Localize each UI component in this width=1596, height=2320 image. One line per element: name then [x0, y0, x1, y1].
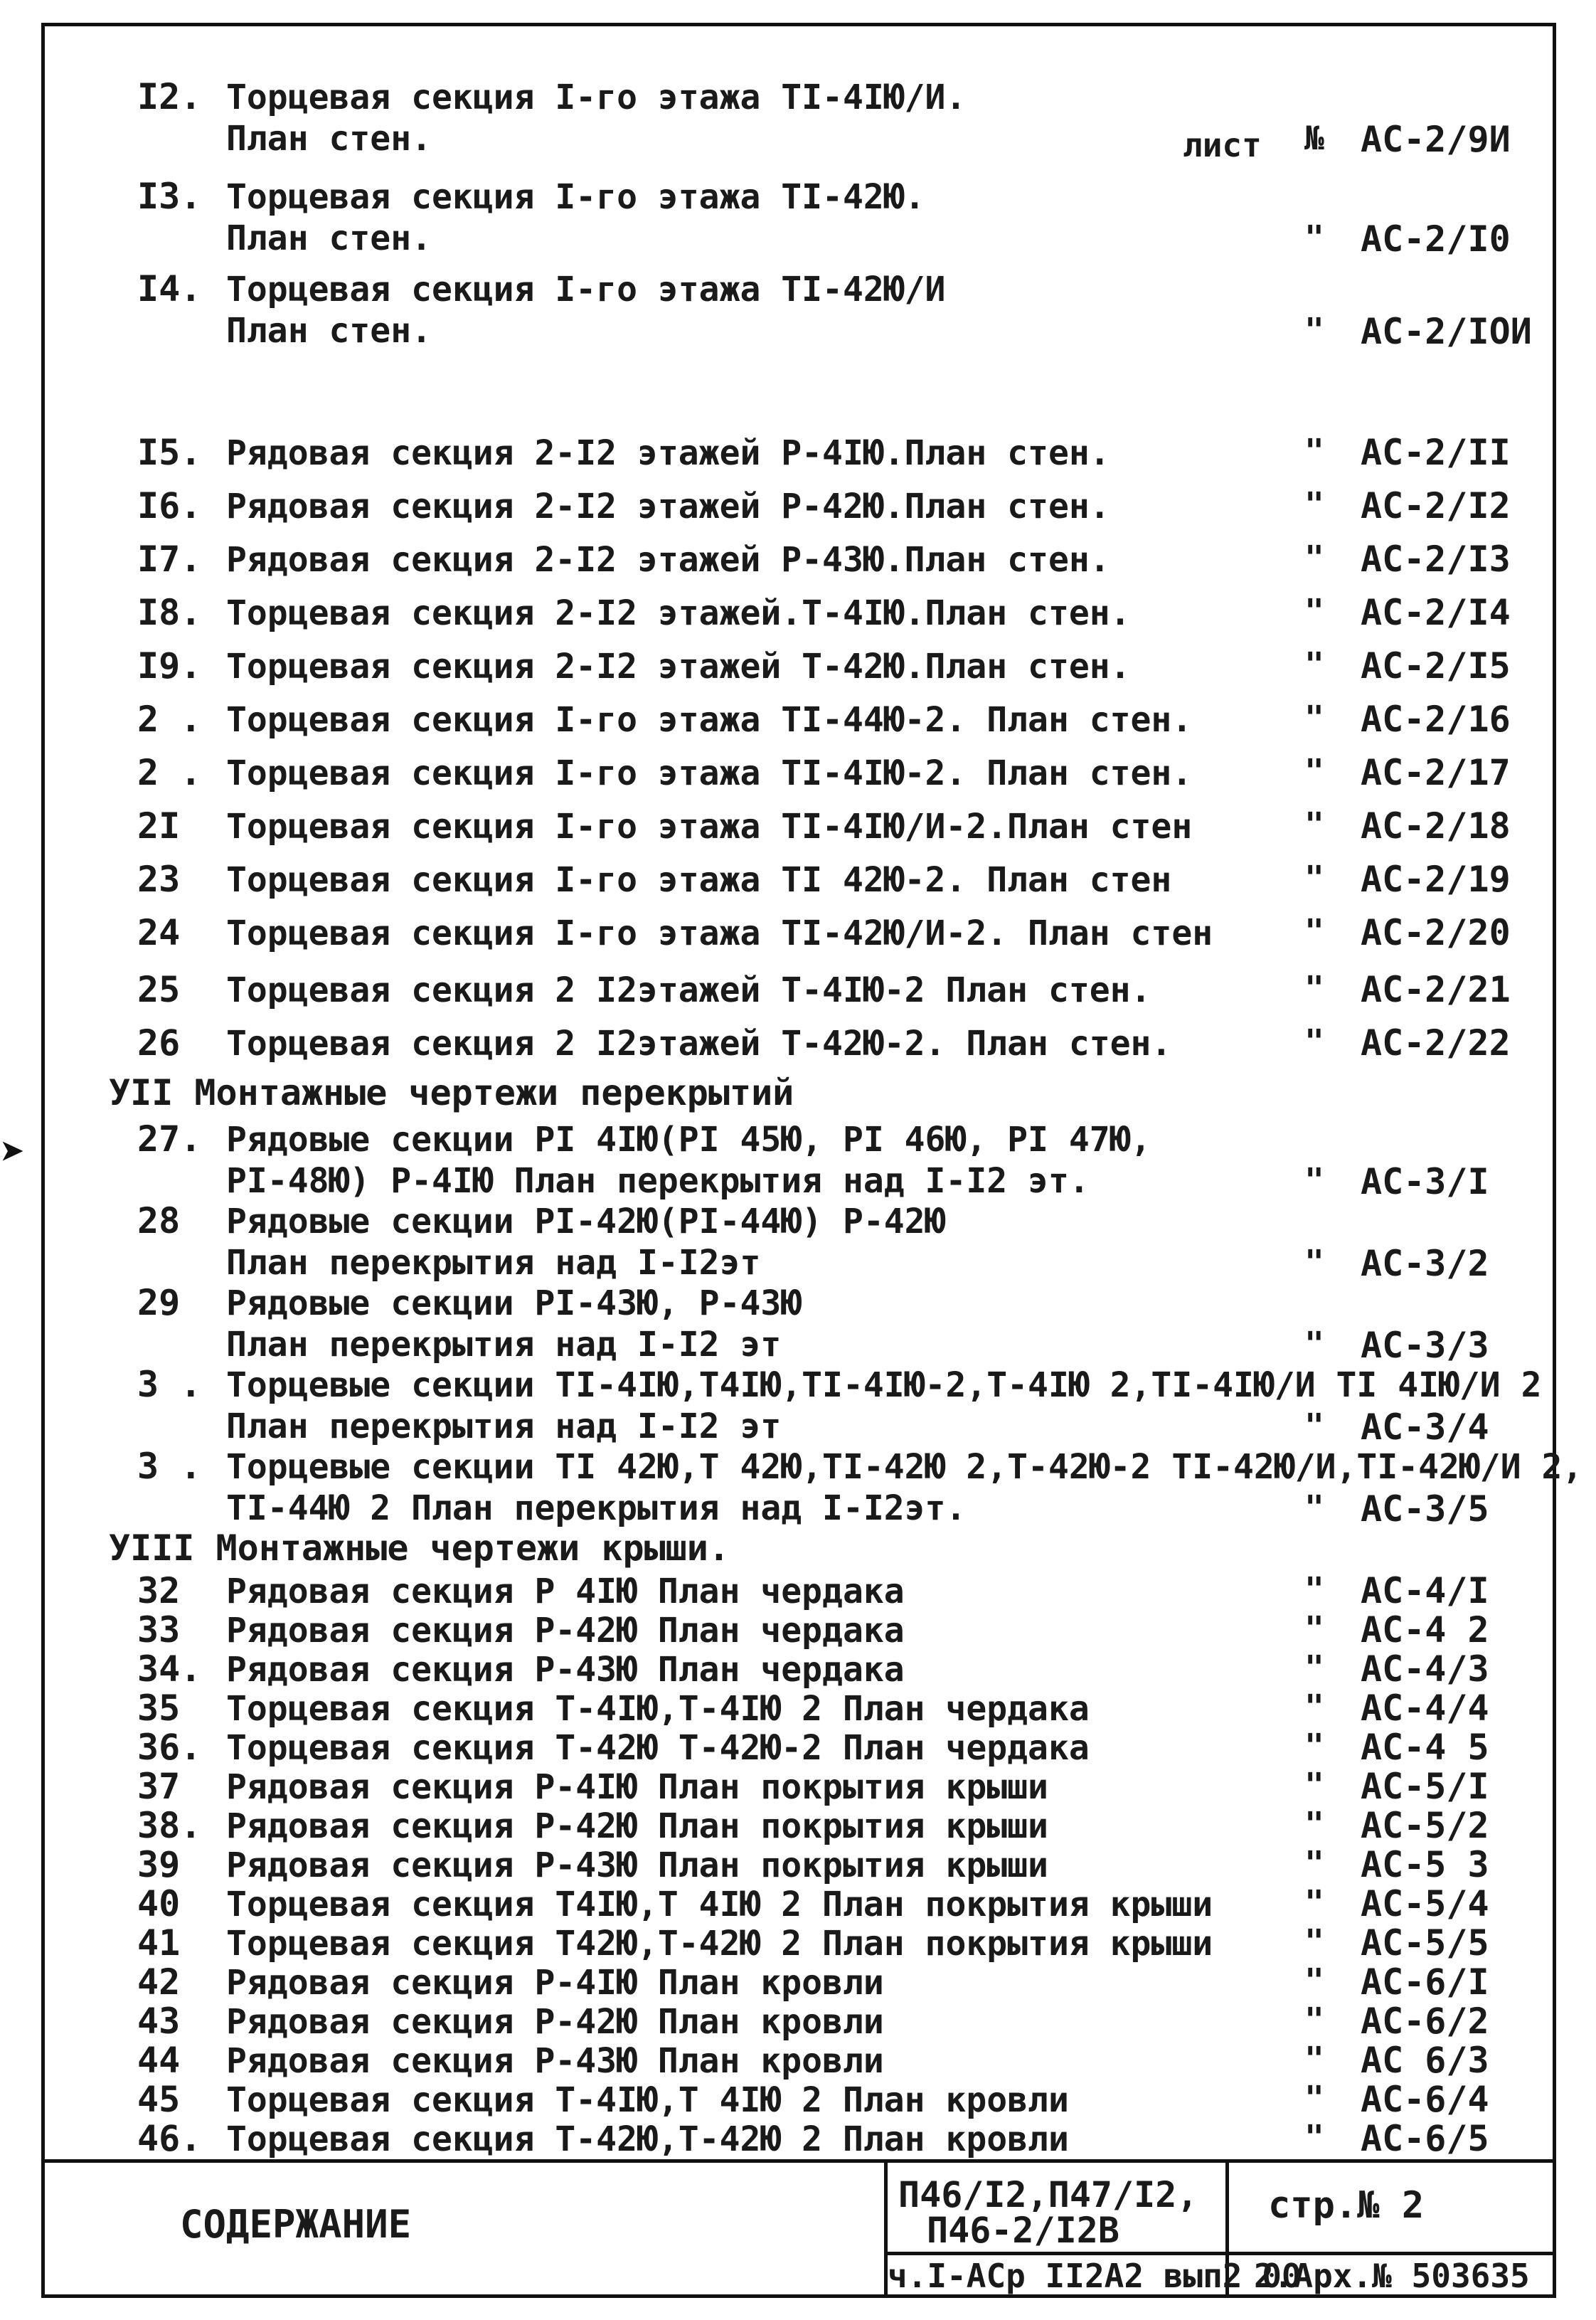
entry-title: Торцевая секция 2-I2 этажей Т-42Ю.План стен.: [226, 647, 1131, 687]
ditto-mark: ": [1304, 699, 1324, 737]
entry-number: I8.: [137, 592, 202, 633]
entry-number: 44: [137, 2040, 181, 2081]
entry-title: Рядовая секция P-4IЮ План кровли: [226, 1963, 884, 2003]
stamp-footer-left: ч.I-АСр II2А2 вып2 00: [888, 2257, 1302, 2295]
sheet-reference: АС-6/I: [1361, 1961, 1489, 2003]
sheet-reference: АС-2/I2: [1361, 485, 1511, 526]
entry-title: Торцевая секция Т4IЮ,Т 4IЮ 2 План покрытия крыши: [226, 1885, 1213, 1924]
entry-subtitle: План перекрытия над I-I2 эт: [226, 1407, 782, 1446]
sheet-reference: АС-2/II: [1361, 432, 1511, 473]
ditto-mark: ": [1304, 969, 1324, 1007]
ditto-mark: ": [1304, 539, 1324, 577]
ditto-mark: ": [1304, 1727, 1324, 1765]
ditto-mark: ": [1304, 1922, 1324, 1961]
entry-number: 25: [137, 969, 181, 1010]
ditto-mark: ": [1304, 1407, 1324, 1445]
entry-title: Рядовая секция 2-I2 этажей P-42Ю.План стен.: [226, 487, 1110, 526]
ditto-mark: ": [1304, 752, 1324, 790]
ditto-mark: ": [1304, 805, 1324, 844]
sheet-reference: АС-6/4: [1361, 2079, 1489, 2120]
entry-title: Рядовая секция P-43Ю План покрытия крыши: [226, 1845, 1048, 1885]
ditto-mark: ": [1304, 1325, 1324, 1363]
contents-entry: [45, 1118, 1553, 1202]
sheet-reference: АС-2/20: [1361, 912, 1511, 953]
entry-number: I6.: [137, 485, 202, 526]
sheet-reference: АС-2/I3: [1361, 539, 1511, 580]
sheet-reference: АС-2/22: [1361, 1022, 1511, 1064]
ditto-mark: ": [1304, 1883, 1324, 1922]
entry-title: Торцевые секции TI-4IЮ,T4IЮ,TI-4IЮ-2,T-4IЮ 2,TI-4IЮ/И TI 4IЮ/И 2: [226, 1365, 1542, 1405]
entry-number: I5.: [137, 432, 202, 473]
entry-number: 42: [137, 1961, 181, 2003]
entry-title: Торцевая секция Т42Ю,Т-42Ю 2 План покрытия крыши: [226, 1924, 1213, 1964]
ditto-mark: ": [1304, 859, 1324, 897]
ditto-mark: ": [1304, 592, 1324, 630]
entry-title: Торцевая секция 2 I2этажей Т-4IЮ-2 План стен.: [226, 970, 1151, 1010]
ditto-mark: ": [1304, 1022, 1324, 1061]
ditto-mark: ": [1304, 2118, 1324, 2156]
sheet-reference: АС-5/5: [1361, 1922, 1489, 1964]
entry-title: Торцевая секция 2 I2этажей Т-42Ю-2. План стен.: [226, 1024, 1172, 1064]
entry-number: 38.: [137, 1805, 202, 1846]
entry-title: Рядовая секция P-42Ю План покрытия крыши: [226, 1806, 1048, 1846]
entry-title: Рядовая секция 2-I2 этажей P-43Ю.План стен.: [226, 540, 1110, 580]
sheet-reference: АС-5/2: [1361, 1805, 1489, 1846]
section-heading: УII Монтажные чертежи перекрытий: [109, 1072, 794, 1113]
entry-title: Рядовая секция P-43Ю План кровли: [226, 2041, 884, 2081]
entry-subtitle: План перекрытия над I-I2эт: [226, 1243, 761, 1283]
entry-number: 27.: [137, 1118, 202, 1160]
entry-title: Торцевые секции TI 42Ю,T 42Ю,TI-42Ю 2,T-42Ю-2 TI-42Ю/И,TI-42Ю/И 2,: [226, 1447, 1583, 1487]
entry-number: 32: [137, 1570, 181, 1611]
contents-entry: [45, 592, 1553, 643]
title-block: [45, 2159, 1553, 2294]
sheet-reference: АС-4/4: [1361, 1688, 1489, 1729]
entry-title: Торцевая секция I-го этажа TI-44Ю-2. План стен.: [226, 700, 1193, 740]
contents-entry: [45, 268, 1553, 352]
entry-number: 45: [137, 2079, 181, 2120]
ditto-mark: ": [1304, 1243, 1324, 1281]
entry-number: 24: [137, 912, 181, 953]
contents-entry: [45, 752, 1553, 803]
ditto-mark: ": [1304, 645, 1324, 684]
entry-subtitle: План стен.: [226, 311, 432, 351]
ditto-mark: ": [1304, 485, 1324, 524]
sheet-reference: АС-4 2: [1361, 1609, 1489, 1651]
ditto-mark: ": [1304, 1766, 1324, 1804]
entry-title: Рядовая секция P-42Ю План чердака: [226, 1611, 905, 1651]
contents-entry: [45, 539, 1553, 590]
entry-title: Рядовые секции PI-43Ю, P-43Ю: [226, 1283, 802, 1323]
entry-number: I2.: [137, 76, 202, 117]
ditto-mark: ": [1304, 1961, 1324, 2000]
entry-number: 33: [137, 1609, 181, 1651]
contents-entry: [45, 912, 1553, 963]
ditto-mark: ": [1304, 912, 1324, 950]
ditto-mark: ": [1304, 1648, 1324, 1687]
entry-title: Торцевая секция I-го этажа TI 42Ю-2. План стен: [226, 860, 1172, 900]
contents-entry: [45, 805, 1553, 857]
sheet-reference: АС-2/I4: [1361, 592, 1511, 633]
entry-title: Рядовая секция P 4IЮ План чердака: [226, 1572, 905, 1611]
contents-entry: [45, 1200, 1553, 1284]
contents-entry: [45, 859, 1553, 910]
sheet-reference: АС-3/4: [1361, 1407, 1489, 1448]
contents-entry: [45, 699, 1553, 750]
sheet-reference: АС-5 3: [1361, 1844, 1489, 1885]
entry-title: Рядовая секция P-43Ю План чердака: [226, 1650, 905, 1690]
section-heading: УIII Монтажные чертежи крыши.: [109, 1527, 730, 1569]
entry-number: 35: [137, 1688, 181, 1729]
ditto-mark: ": [1304, 1805, 1324, 1843]
entry-title: Торцевая секция I-го этажа TI-42Ю/И-2. План стен: [226, 913, 1213, 953]
ditto-mark: ": [1304, 1844, 1324, 1882]
entry-number: 34.: [137, 1648, 202, 1690]
entry-number: 36.: [137, 1727, 202, 1768]
sheet-reference: АС-5/4: [1361, 1883, 1489, 1924]
entry-number: 2 .: [137, 699, 202, 740]
sheet-reference: АС-2/IОИ: [1361, 311, 1532, 352]
sheet-reference: АС-5/I: [1361, 1766, 1489, 1807]
sheet-reference: АС-2/16: [1361, 699, 1511, 740]
sheet-reference: АС-2/19: [1361, 859, 1511, 900]
sheet-reference: АС-3/I: [1361, 1161, 1489, 1202]
entry-title: Торцевая секция 2-I2 этажей.Т-4IЮ.План стен.: [226, 593, 1131, 633]
ditto-mark: ": [1304, 2040, 1324, 2078]
entry-title: Торцевая секция Т-42Ю,Т-42Ю 2 План кровли: [226, 2119, 1069, 2159]
entry-title: Торцевая секция I-го этажа TI-4IЮ/И-2.План стен: [226, 807, 1193, 847]
stamp-divider: [884, 2252, 1553, 2255]
sheet-reference: АС-6/2: [1361, 2001, 1489, 2042]
sheet-reference: АС-2/17: [1361, 752, 1511, 793]
ditto-mark: ": [1304, 1161, 1324, 1199]
stamp-code: [898, 2174, 1198, 2251]
entry-title: Рядовая секция P-42Ю План кровли: [226, 2002, 884, 2042]
entry-title: Торцевая секция Т-4IЮ,Т-4IЮ 2 План чердака: [226, 1689, 1090, 1729]
sheet-reference: АС-3/3: [1361, 1325, 1489, 1366]
stamp-footer-right: 2.Арх.№ 503635: [1254, 2257, 1530, 2295]
entry-title: Рядовая секция P-4IЮ План покрытия крыши: [226, 1767, 1048, 1807]
entry-number: 26: [137, 1022, 181, 1064]
entry-number: I3.: [137, 176, 202, 217]
stamp-page-number: стр.№ 2: [1268, 2184, 1425, 2227]
ditto-mark: ": [1304, 2001, 1324, 2039]
entry-number: 3 .: [137, 1446, 202, 1487]
entry-title: Торцевая секция I-го этажа TI-4IЮ/И.: [226, 78, 967, 117]
entry-title: Торцевая секция I-го этажа TI-4IЮ-2. План стен.: [226, 753, 1193, 793]
sheet-reference: АС-2/I5: [1361, 645, 1511, 687]
entry-number: 37: [137, 1766, 181, 1807]
sheet-reference: АС-4/3: [1361, 1648, 1489, 1690]
sheet-reference: АС-3/2: [1361, 1243, 1489, 1284]
drawing-sheet: [41, 23, 1583, 2298]
entry-subtitle: PI-48Ю) P-4IЮ План перекрытия над I-I2 эт.: [226, 1161, 1090, 1201]
entry-title: Торцевая секция Т-42Ю Т-42Ю-2 План чердака: [226, 1728, 1090, 1768]
contents-entry: [45, 969, 1553, 1020]
ditto-mark: ": [1304, 1570, 1324, 1609]
ditto-mark: ": [1304, 1609, 1324, 1648]
contents-entry: [45, 1282, 1553, 1366]
entry-title: Рядовые секции PI-42Ю(PI-44Ю) P-42Ю: [226, 1202, 946, 1241]
entry-number: 43: [137, 2001, 181, 2042]
sheet-reference: АС-2/18: [1361, 805, 1511, 847]
entry-number: 29: [137, 1282, 181, 1323]
entry-number: 23: [137, 859, 181, 900]
ditto-mark: ": [1304, 2079, 1324, 2117]
stamp-code-line1: П46/I2,П47/I2,: [898, 2174, 1198, 2215]
entry-subtitle: TI-44Ю 2 План перекрытия над I-I2эт.: [226, 1488, 967, 1528]
contents-entry: [45, 432, 1553, 483]
sheet-reference: АС-4/I: [1361, 1570, 1489, 1611]
sheet-reference: АС-3/5: [1361, 1488, 1489, 1530]
ditto-mark: ": [1304, 311, 1324, 349]
entry-title: Рядовая секция 2-I2 этажей P-4IЮ.План стен.: [226, 433, 1110, 473]
entry-title: Торцевая секция I-го этажа TI-42Ю/И: [226, 270, 946, 309]
stamp-code-line2: П46-2/I2В: [927, 2210, 1119, 2251]
contents-entry: [45, 1364, 1553, 1448]
entry-number: 3 .: [137, 1364, 202, 1405]
margin-arrow-icon: ➤: [0, 1128, 26, 1177]
ditto-mark: ": [1304, 218, 1324, 257]
ditto-mark: ": [1304, 432, 1324, 470]
sheet-reference: АС-4 5: [1361, 1727, 1489, 1768]
entry-number: I7.: [137, 539, 202, 580]
entry-number: 28: [137, 1200, 181, 1241]
entry-number: 39: [137, 1844, 181, 1885]
entry-number: 40: [137, 1883, 181, 1924]
entry-title: Рядовые секции PI 4IЮ(PI 45Ю, PI 46Ю, PI 47Ю,: [226, 1120, 1151, 1160]
contents-entry: [45, 1022, 1553, 1074]
entry-number: 41: [137, 1922, 181, 1964]
entry-subtitle: План стен.: [226, 218, 432, 258]
contents-entry: [45, 176, 1553, 260]
ditto-mark: ": [1304, 1488, 1324, 1527]
ditto-mark: ": [1304, 1688, 1324, 1726]
ditto-mark: №: [1304, 119, 1324, 157]
entry-subtitle: План перекрытия над I-I2 эт: [226, 1325, 782, 1365]
entry-title: Торцевая секция Т-4IЮ,Т 4IЮ 2 План кровли: [226, 2080, 1069, 2120]
entry-number: I9.: [137, 645, 202, 687]
entry-number: 2I: [137, 805, 181, 847]
entry-subtitle: План стен.: [226, 119, 432, 159]
contents-entry: [45, 645, 1553, 696]
sheet-reference: АС-2/9И: [1361, 119, 1511, 160]
sheet-reference: АС-2/I0: [1361, 218, 1511, 260]
sheet-reference: АС-2/21: [1361, 969, 1511, 1010]
sheet-label: лист: [1183, 126, 1262, 164]
entry-title: Торцевая секция I-го этажа TI-42Ю.: [226, 177, 925, 217]
stamp-title: СОДЕРЖАНИЕ: [180, 2202, 412, 2247]
entry-number: 2 .: [137, 752, 202, 793]
contents-entry: [45, 1446, 1583, 1530]
sheet-reference: АС-6/5: [1361, 2118, 1489, 2159]
entry-number: I4.: [137, 268, 202, 309]
contents-entry: [45, 485, 1553, 536]
sheet-reference: АС 6/3: [1361, 2040, 1489, 2081]
entry-number: 46.: [137, 2118, 202, 2159]
